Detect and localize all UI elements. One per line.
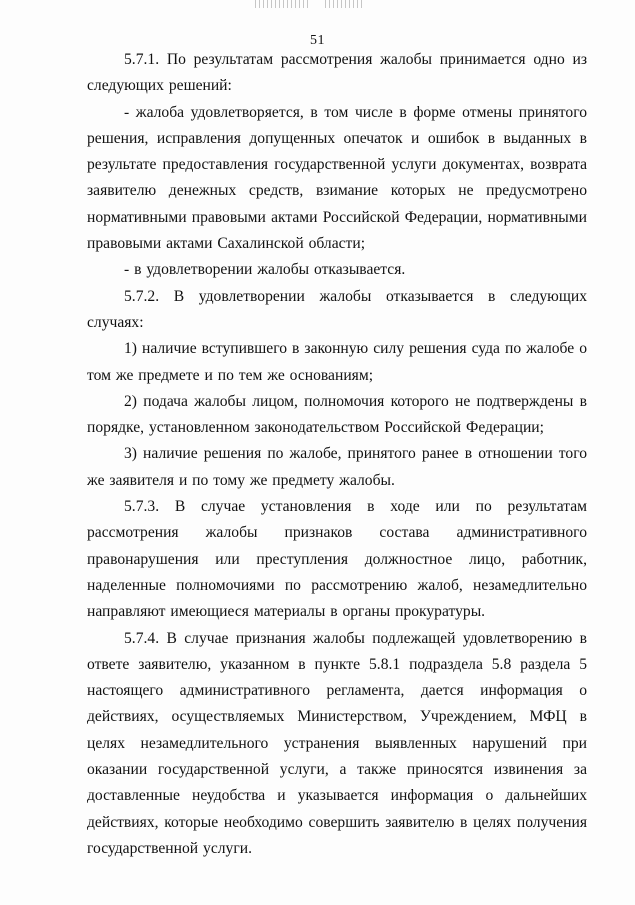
scan-artifact bbox=[325, 0, 365, 8]
paragraph-5-7-4: 5.7.4. В случае признания жалобы подлежащей удовлетворению в ответе заявителю, указанном в пункте 5.8.1 подраздела 5.8 раздела 5 настоящего административного регламента, дается информация о действиях, осуществляемых Министерством, Учреждением, МФЦ в целях незамедлительного устранения выявленных нарушений при оказании государственной услуги, а также приносятся извинения за доставленные неудобства и указывается информация о дальнейших действиях, которые необходимо совершить заявителю в целях получения государственной услуги. bbox=[87, 629, 587, 857]
paragraph-decision-refused: - в удовлетворении жалобы отказывается. bbox=[124, 261, 406, 279]
paragraph-case-3: 3) наличие решения по жалобе, принятого ранее в отношении того же заявителя и по тому же предмету жалобы. bbox=[87, 445, 587, 489]
page-number: 51 bbox=[310, 33, 325, 48]
paragraph-case-2: 2) подача жалобы лицом, полномочия которого не подтверждены в порядке, установленном законодательством Российской Федерации; bbox=[87, 392, 587, 437]
document-body bbox=[87, 47, 587, 862]
paragraph-case-1: 1) наличие вступившего в законную силу решения суда по жалобе о том же предмете и по тем же основаниям; bbox=[87, 340, 587, 384]
paragraph-decision-satisfied: - жалоба удовлетворяется, в том числе в форме отмены принятого решения, исправления допущенных опечаток и ошибок в выданных в результате предоставления государственной услуги документах, возврата заявителю денежных средств, взимание которых не предусмотрено нормативными правовыми актами Российской Федерации, нормативными правовыми актами Сахалинской области; bbox=[87, 103, 587, 253]
paragraph-5-7-2: 5.7.2. В удовлетворении жалобы отказывается в следующих случаях: bbox=[87, 287, 587, 331]
scan-artifact bbox=[255, 0, 310, 8]
paragraph-5-7-3: 5.7.3. В случае установления в ходе или по результатам рассмотрения жалобы признаков состава административного правонарушения или преступления должностное лицо, работник, наделенные полномочиями по рассмотрению жалоб, незамедлительно направляют имеющиеся материалы в органы прокуратуры. bbox=[87, 498, 587, 621]
paragraph-5-7-1: 5.7.1. По результатам рассмотрения жалобы принимается одно из следующих решений: bbox=[87, 51, 587, 95]
